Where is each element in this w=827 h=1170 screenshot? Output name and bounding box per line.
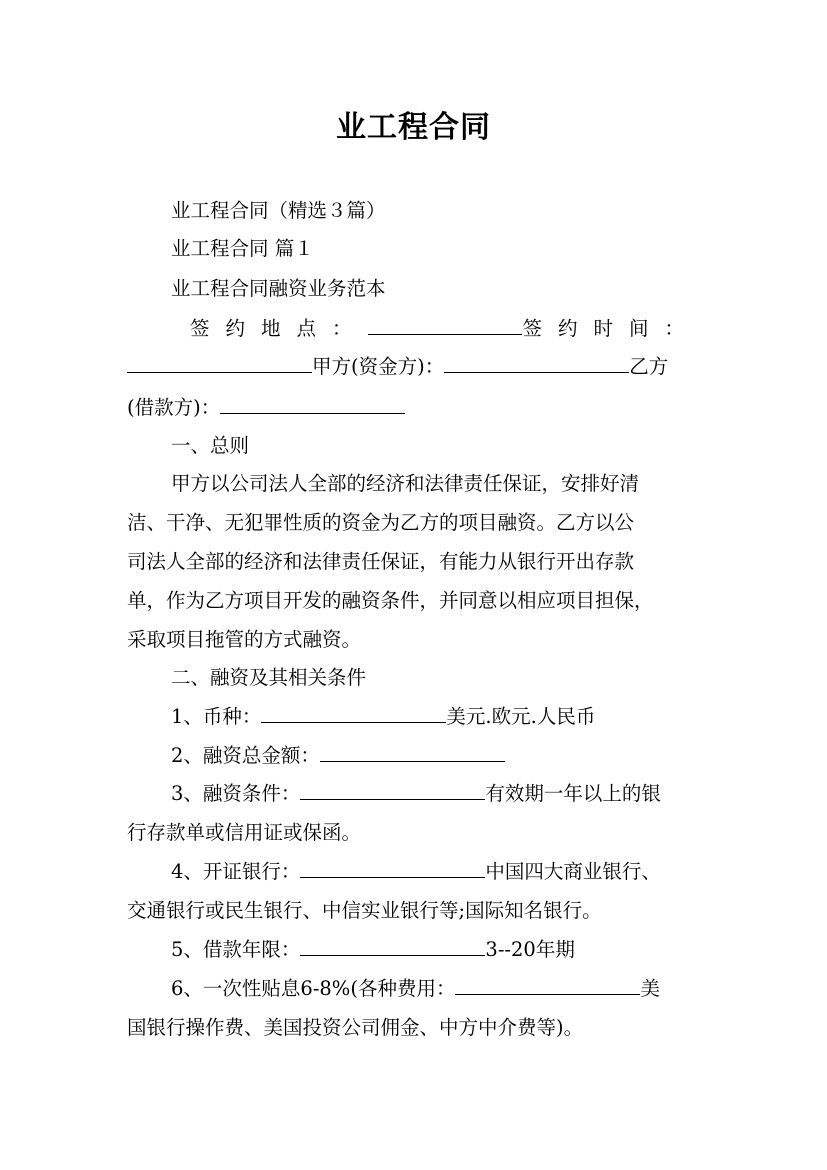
party-a-label: 甲方(资金方)：	[312, 355, 445, 378]
item-conditions	[171, 781, 661, 807]
item-tail: 3--20年期	[485, 938, 575, 961]
party-b-line	[127, 395, 405, 421]
section-1-heading: 一、总则	[171, 434, 250, 457]
fees-blank	[455, 976, 640, 995]
document-title: 业工程合同	[336, 110, 491, 145]
sign-time-blank	[127, 354, 312, 373]
party-b-label: 乙方	[629, 355, 669, 378]
item-label: 6、一次性贴息6-8%(各种费用：	[171, 977, 456, 1000]
item-interest-cont: 国银行操作费、美国投资公司佣金、中方中介费等)。	[127, 1016, 584, 1039]
item-tail: 中国四大商业银行、	[485, 860, 661, 883]
item-label: 2、融资总金额：	[171, 744, 320, 767]
amount-blank	[320, 743, 505, 762]
section-2-heading: 二、融资及其相关条件	[171, 666, 367, 689]
paragraph-line: 采取项目拖管的方式融资。	[127, 628, 362, 651]
item-label: 3、融资条件：	[171, 782, 301, 805]
item-tail: 美	[640, 977, 660, 1000]
item-currency	[171, 704, 595, 730]
signing-line	[190, 316, 700, 342]
paragraph-line: 洁、干净、无犯罪性质的资金为乙方的项目融资。乙方以公	[127, 511, 635, 534]
item-tail: 有效期一年以上的银	[485, 782, 661, 805]
item-total-amount	[171, 743, 505, 769]
party-b-blank	[220, 395, 405, 414]
currency-blank	[261, 704, 446, 723]
item-interest	[171, 976, 660, 1002]
item-conditions-cont: 行存款单或信用证或保函。	[127, 821, 362, 844]
conditions-blank	[300, 781, 485, 800]
sign-time-label: 签约时间：	[522, 317, 700, 340]
bank-blank	[300, 859, 485, 878]
template-heading: 业工程合同融资业务范本	[171, 277, 386, 300]
paragraph-line: 司法人全部的经济和法律责任保证，有能力从银行开出存款	[127, 550, 635, 573]
subtitle-line: 业工程合同（精选３篇）	[171, 199, 386, 222]
item-issuing-bank	[171, 859, 661, 885]
paragraph-line: 单，作为乙方项目开发的融资条件，并同意以相应项目担保，	[127, 589, 654, 612]
party-line	[127, 354, 668, 380]
chapter-heading: 业工程合同 篇１	[171, 237, 314, 260]
item-label: 4、开证银行：	[171, 860, 301, 883]
term-blank	[300, 937, 485, 956]
item-issuing-bank-cont: 交通银行或民生银行、中信实业银行等;国际知名银行。	[127, 899, 602, 922]
item-tail: 美元.欧元.人民币	[446, 705, 596, 728]
paragraph-line: 甲方以公司法人全部的经济和法律责任保证，安排好清	[171, 472, 640, 495]
item-label: 1、币种：	[171, 705, 262, 728]
sign-place-label: 签约地点：	[190, 317, 368, 340]
item-loan-term	[171, 937, 575, 963]
item-label: 5、借款年限：	[171, 938, 301, 961]
party-b-cont-label: (借款方)：	[127, 396, 221, 419]
sign-place-blank	[368, 316, 523, 335]
party-a-blank	[444, 354, 629, 373]
